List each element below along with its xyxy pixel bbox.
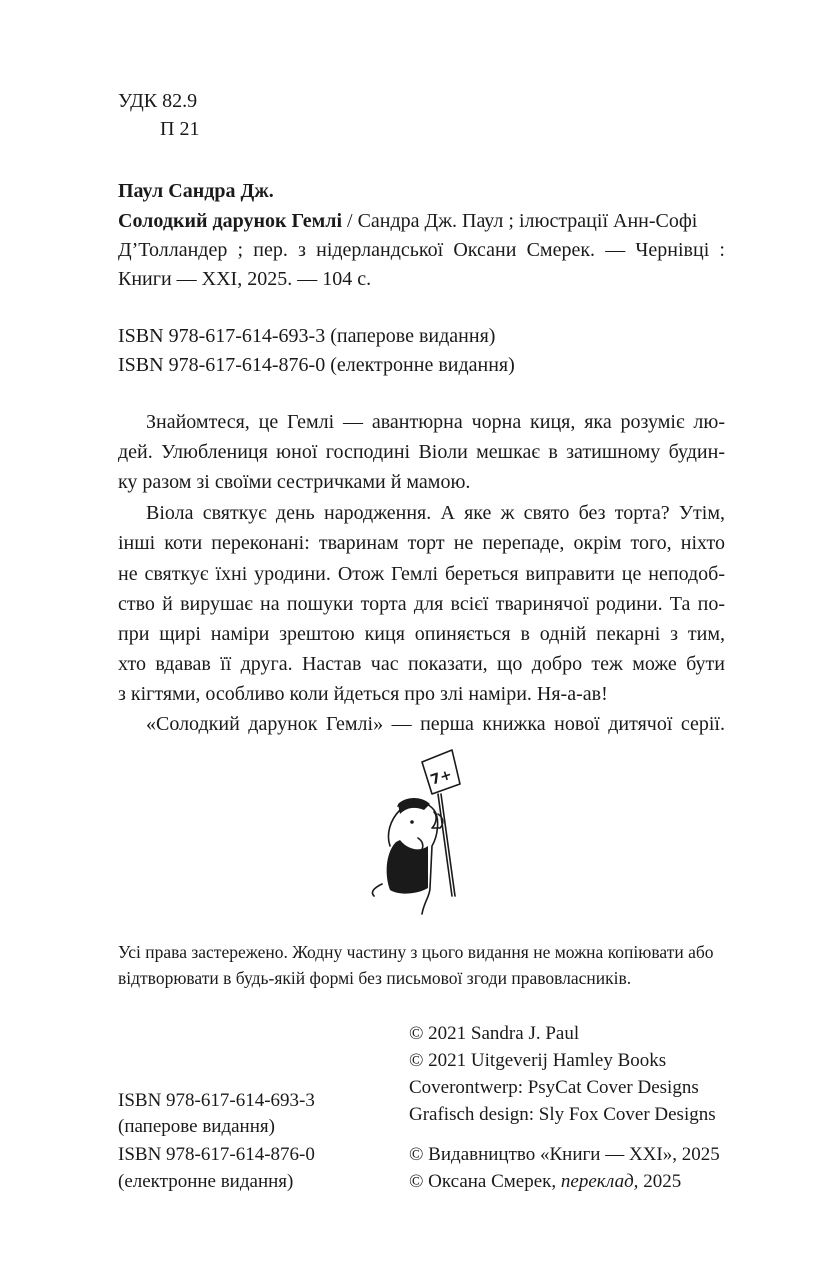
copyright-line: © 2021 Sandra J. Paul <box>409 1023 580 1044</box>
rights-line: відтворювати в будь-якій формі без письмової згоди правовласників. <box>118 968 632 988</box>
bib-line-3: Книги — XXI, 2025. — 104 с. <box>118 268 372 290</box>
sign-stick-edge <box>441 794 455 896</box>
cat-ear <box>388 810 400 846</box>
annotation-line: не святкує їхні уродини. Отож Гемлі береться виправити це неподоб- <box>118 563 725 585</box>
annotation-line: інші коти переконані: тваринам торт не перепаде, окрім того, ніхто <box>118 532 725 554</box>
annotation-line: ство й вирушає на пошуки торта для всієї тваринячої родини. Та по- <box>118 593 725 615</box>
author-heading: Паул Сандра Дж. <box>118 180 274 202</box>
annotation-line: дей. Улюблениця юної господині Віоли мешкає в затишному будин- <box>118 441 725 463</box>
copyright-line: Grafisch design: Sly Fox Cover Designs <box>409 1104 716 1125</box>
annotation-line: Знайомтеся, це Гемлі — авантюрна чорна киця, яка розуміє лю- <box>146 411 725 433</box>
annotation-line: ку разом зі своїми сестричками й мамою. <box>118 471 471 493</box>
isbn-bottom-line: ISBN 978-617-614-693-3 <box>118 1090 315 1111</box>
isbn-bottom-line: (паперове видання) <box>118 1116 275 1137</box>
cat-with-sign-illustration <box>360 748 470 920</box>
sign-stick <box>438 794 452 896</box>
isbn-print: ISBN 978-617-614-693-3 (паперове видання) <box>118 325 496 347</box>
translator-copyright <box>409 1168 681 1195</box>
author-mark: П 21 <box>160 118 200 140</box>
annotation-line: Віола святкує день народження. А яке ж свято без торта? Утім, <box>146 502 725 524</box>
annotation-line: з кігтями, особливо коли йдеться про злі наміри. Ня-а-ав! <box>118 683 608 705</box>
isbn-bottom-line: (електронне видання) <box>118 1171 294 1192</box>
annotation-line: «Солодкий дарунок Гемлі» — перша книжка нової дитячої серії. <box>146 713 725 735</box>
bib-line-1 <box>118 208 697 235</box>
udk-code: УДК 82.9 <box>118 90 198 112</box>
rights-line: Усі права застережено. Жодну частину з цього видання не можна копіювати або <box>118 942 714 962</box>
copyright-line: Coverontwerp: PsyCat Cover Designs <box>409 1077 699 1098</box>
bib-line-1-rest: / Сандра Дж. Паул ; ілюстрації Анн-Софі <box>342 210 698 232</box>
translator-role: переклад, <box>560 1171 639 1192</box>
book-title: Солодкий дарунок Гемлі <box>118 210 343 232</box>
annotation-line: хто вдавав її друга. Настав час показати, що добро теж може бути <box>118 653 725 675</box>
bib-line-2: Д’Толландер ; пер. з нідерландської Оксани Смерек. — Чернівці : <box>118 239 725 261</box>
cat-tail <box>372 884 382 896</box>
cat-hair <box>398 798 430 814</box>
isbn-bottom-line: ISBN 978-617-614-876-0 <box>118 1144 315 1165</box>
annotation-line: при щирі наміри зрештою киця опиняється в одній пекарні з тим, <box>118 623 725 645</box>
translator-name: © Оксана Смерек, <box>409 1171 561 1192</box>
age-rating-label: 7+ <box>428 766 455 789</box>
copyright-line: © 2021 Uitgeverij Hamley Books <box>409 1050 667 1071</box>
translator-year: 2025 <box>638 1171 682 1192</box>
cat-eye <box>410 820 414 824</box>
publisher-copyright: © Видавництво «Книги — XXI», 2025 <box>409 1144 720 1165</box>
isbn-ebook: ISBN 978-617-614-876-0 (електронне видання) <box>118 354 515 376</box>
